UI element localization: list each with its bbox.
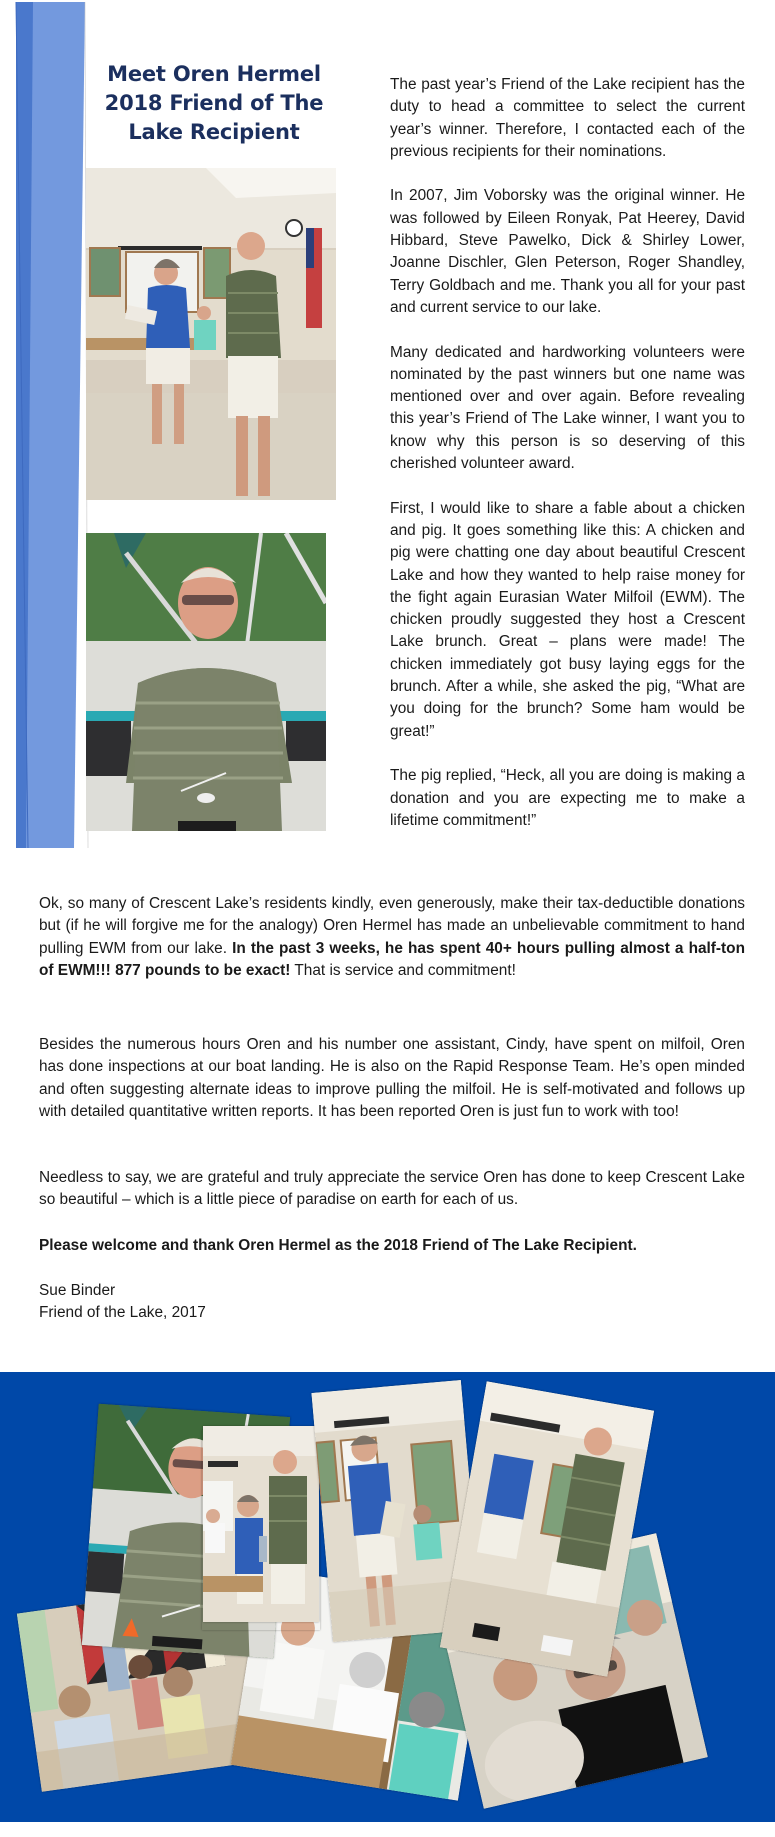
paragraph-nominations: Many dedicated and hardworking volunteers were nominated by the past winners but one name was mentioned over and over again. Before revealing this year’s Friend of The Lake winner, I want you to know why this person is so deserving of this cherished volunteer award. xyxy=(390,343,745,473)
paragraph-grateful xyxy=(39,1167,745,1212)
commitment-text: Ok, so many of Crescent Lake’s residents kindly, even generously, make their tax-deductible donations but (if he will forgive me for the analogy) Oren Hermel has made an unbelievable commitment to hand pulling EWM from our lake. xyxy=(39,895,745,957)
paragraph-welcome xyxy=(39,1235,745,1257)
title-line: Meet Oren Hermel xyxy=(107,62,321,86)
commitment-highlight: In the past 3 weeks, he has spent 40+ hours pulling almost a half-ton of EWM!!! 877 pounds to be exact! xyxy=(39,939,745,979)
grateful-text: Needless to say, we are grateful and truly appreciate the service Oren has done to keep Crescent Lake so beautiful – which is a little piece of paradise on earth for each of us. xyxy=(39,1169,745,1209)
photo-oren-award xyxy=(86,533,326,831)
article-right-column xyxy=(390,74,745,854)
signature-name: Sue Binder xyxy=(39,1282,116,1299)
besides-text: Besides the numerous hours Oren and his number one assistant, Cindy, have spent on milfoil, Oren has done inspections at our boat landing. He is also on the Rapid Response Team. He’s open minded and often suggesting alternate ideas to improve pulling the milfoil. He is self-motivated and follows up with detailed quantitative written reports. It has been reported Oren is just fun to work with too! xyxy=(39,1036,745,1120)
paragraph-pig-reply: The pig replied, “Heck, all you are doing is making a donation and you are expecting me to make a lifetime commitment!” xyxy=(390,767,745,829)
page-title xyxy=(84,60,344,147)
collage-photo-presentation-2 xyxy=(203,1426,319,1622)
signature-title: Friend of the Lake, 2017 xyxy=(39,1304,206,1322)
signature xyxy=(39,1280,745,1325)
welcome-text: Please welcome and thank Oren Hermel as the 2018 Friend of The Lake Recipient. xyxy=(39,1237,637,1254)
photo-collage-band xyxy=(0,1372,775,1822)
commitment-tail: That is service and commitment! xyxy=(290,961,516,979)
paragraph-besides xyxy=(39,1034,745,1123)
title-line: Lake Recipient xyxy=(128,120,300,144)
paragraph-commitment xyxy=(39,893,745,982)
paragraph-committee: The past year’s Friend of the Lake recipient has the duty to head a committee to select the current year’s winner. Therefore, I contacted each of the previous recipients for their nominations. xyxy=(390,76,745,160)
title-line: 2018 Friend of The xyxy=(104,91,324,115)
paragraph-past-winners: In 2007, Jim Voborsky was the original winner. He was followed by Eileen Ronyak, Pat Heerey, David Hibbard, Steve Pawelko, Dick & Shirley Lower, Joanne Dischler, Glen Peterson, Roger Shandley, Terry Goldbach and me. Thank you all for your past and current service to our lake. xyxy=(390,187,745,316)
paragraph-fable: First, I would like to share a fable about a chicken and pig. It goes something like this: A chicken and pig were chatting one day about beautiful Crescent Lake and how they wanted to help raise money for the fight again Eurasian Water Milfoil (EWM). The chicken proudly suggested they host a Crescent Lake brunch. Great – plans were made! The chicken immediately got busy laying eggs for the brunch. After a while, she asked the pig, “What are you doing for the brunch? Some ham would be great!” xyxy=(390,499,745,740)
photo-presentation xyxy=(86,168,336,500)
